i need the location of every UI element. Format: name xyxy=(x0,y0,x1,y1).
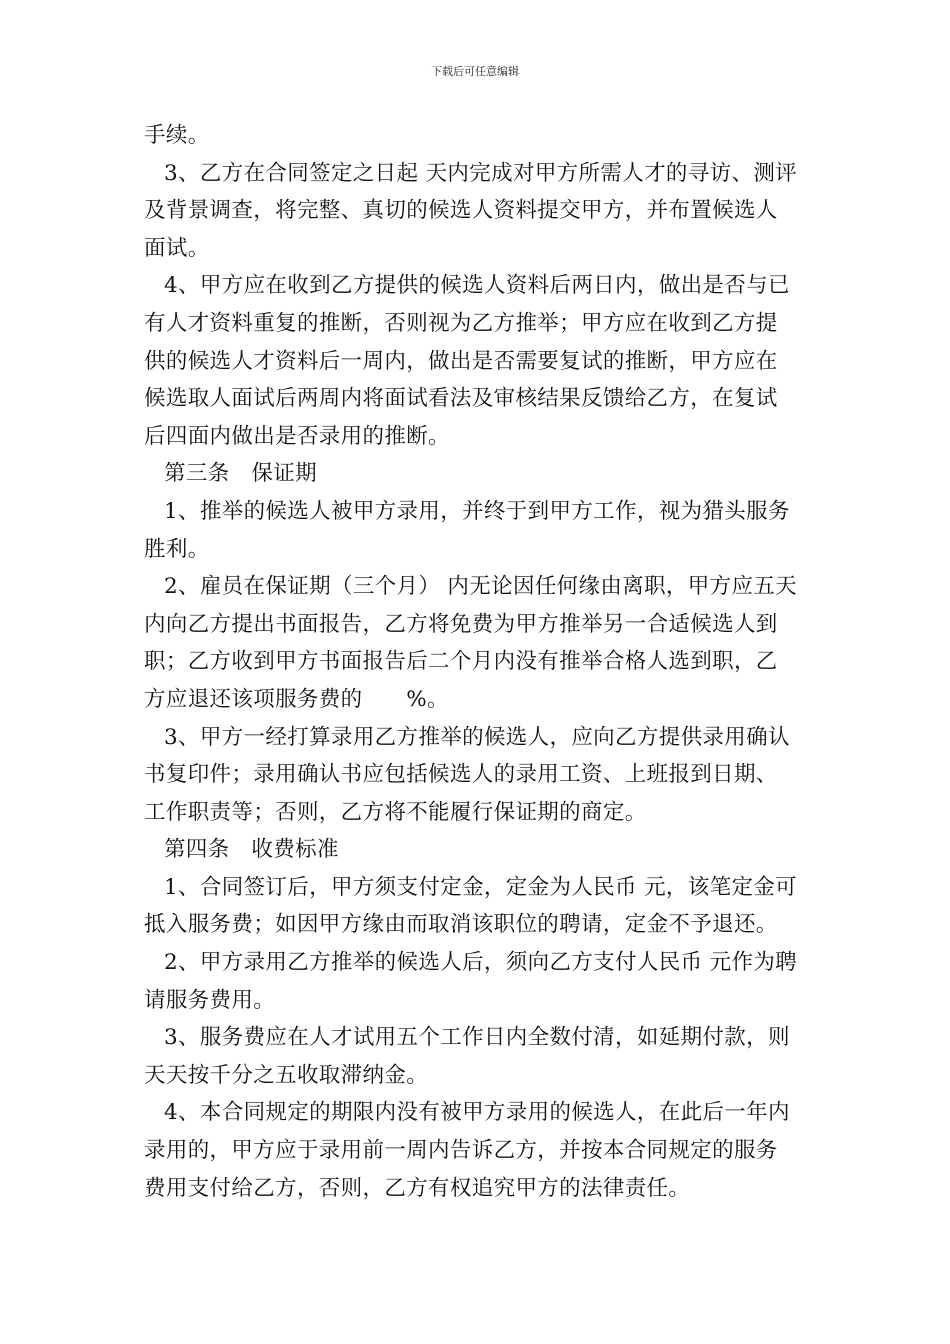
paragraph-line: 候选取人面试后两周内将面试看法及审核结果反馈给乙方，在复试 xyxy=(144,386,778,412)
section-heading: 第四条 收费标准 xyxy=(164,837,339,863)
paragraph-line: 方应退还该项服务费的 %。 xyxy=(144,686,449,712)
paragraph-line: 3、甲方一经打算录用乙方推举的候选人，应向乙方提供录用确认 xyxy=(164,724,790,750)
paragraph-line: 3、乙方在合同签定之日起 天内完成对甲方所需人才的寻访、测评 xyxy=(164,160,798,186)
paragraph-line: 2、甲方录用乙方推举的候选人后，须向乙方支付人民币 元作为聘 xyxy=(164,950,798,976)
paragraph-line: 抵入服务费；如因甲方缘由而取消该职位的聘请，定金不予退还。 xyxy=(144,912,778,938)
paragraph-line: 1、推举的候选人被甲方录用，并终于到甲方工作，视为猎头服务 xyxy=(164,498,790,524)
section-heading: 第三条 保证期 xyxy=(164,461,317,487)
page-header: 下载后可任意编辑 xyxy=(431,65,519,78)
paragraph-line: 4、本合同规定的期限内没有被甲方录用的候选人，在此后一年内 xyxy=(164,1100,790,1126)
paragraph-line: 录用的，甲方应于录用前一周内告诉乙方，并按本合同规定的服务 xyxy=(144,1138,778,1164)
paragraph-line: 及背景调查，将完整、真切的候选人资料提交甲方，并布置候选人 xyxy=(144,198,778,224)
paragraph-line: 3、服务费应在人才试用五个工作日内全数付清，如延期付款，则 xyxy=(164,1025,790,1051)
paragraph-line: 内向乙方提出书面报告，乙方将免费为甲方推举另一合适候选人到 xyxy=(144,611,778,637)
paragraph-line: 手续。 xyxy=(144,123,210,148)
paragraph-line: 职；乙方收到甲方书面报告后二个月内没有推举合格人选到职，乙 xyxy=(144,649,778,675)
paragraph-line: 天天按千分之五收取滞纳金。 xyxy=(144,1062,429,1088)
paragraph-line: 4、甲方应在收到乙方提供的候选人资料后两日内，做出是否与已 xyxy=(164,273,790,299)
paragraph-line: 有人才资料重复的推断，否则视为乙方推举；甲方应在收到乙方提 xyxy=(144,310,778,336)
paragraph-line: 书复印件；录用确认书应包括候选人的录用工资、上班报到日期、 xyxy=(144,762,778,788)
paragraph-line: 面试。 xyxy=(144,235,210,261)
paragraph-line: 供的候选人才资料后一周内，做出是否需要复试的推断，甲方应在 xyxy=(144,348,778,374)
paragraph-line: 请服务费用。 xyxy=(144,987,276,1013)
paragraph-line: 工作职责等；否则，乙方将不能履行保证期的商定。 xyxy=(144,799,647,825)
paragraph-line: 胜利。 xyxy=(144,536,210,562)
paragraph-line: 费用支付给乙方，否则，乙方有权追究甲方的法律责任。 xyxy=(144,1175,691,1201)
paragraph-line: 后四面内做出是否录用的推断。 xyxy=(144,423,450,449)
paragraph-line: 2、雇员在保证期（三个月） 内无论因任何缘由离职，甲方应五天 xyxy=(164,574,798,600)
contract-body xyxy=(144,117,812,1207)
paragraph-line: 1、合同签订后，甲方须支付定金，定金为人民币 元，该笔定金可 xyxy=(164,874,798,900)
